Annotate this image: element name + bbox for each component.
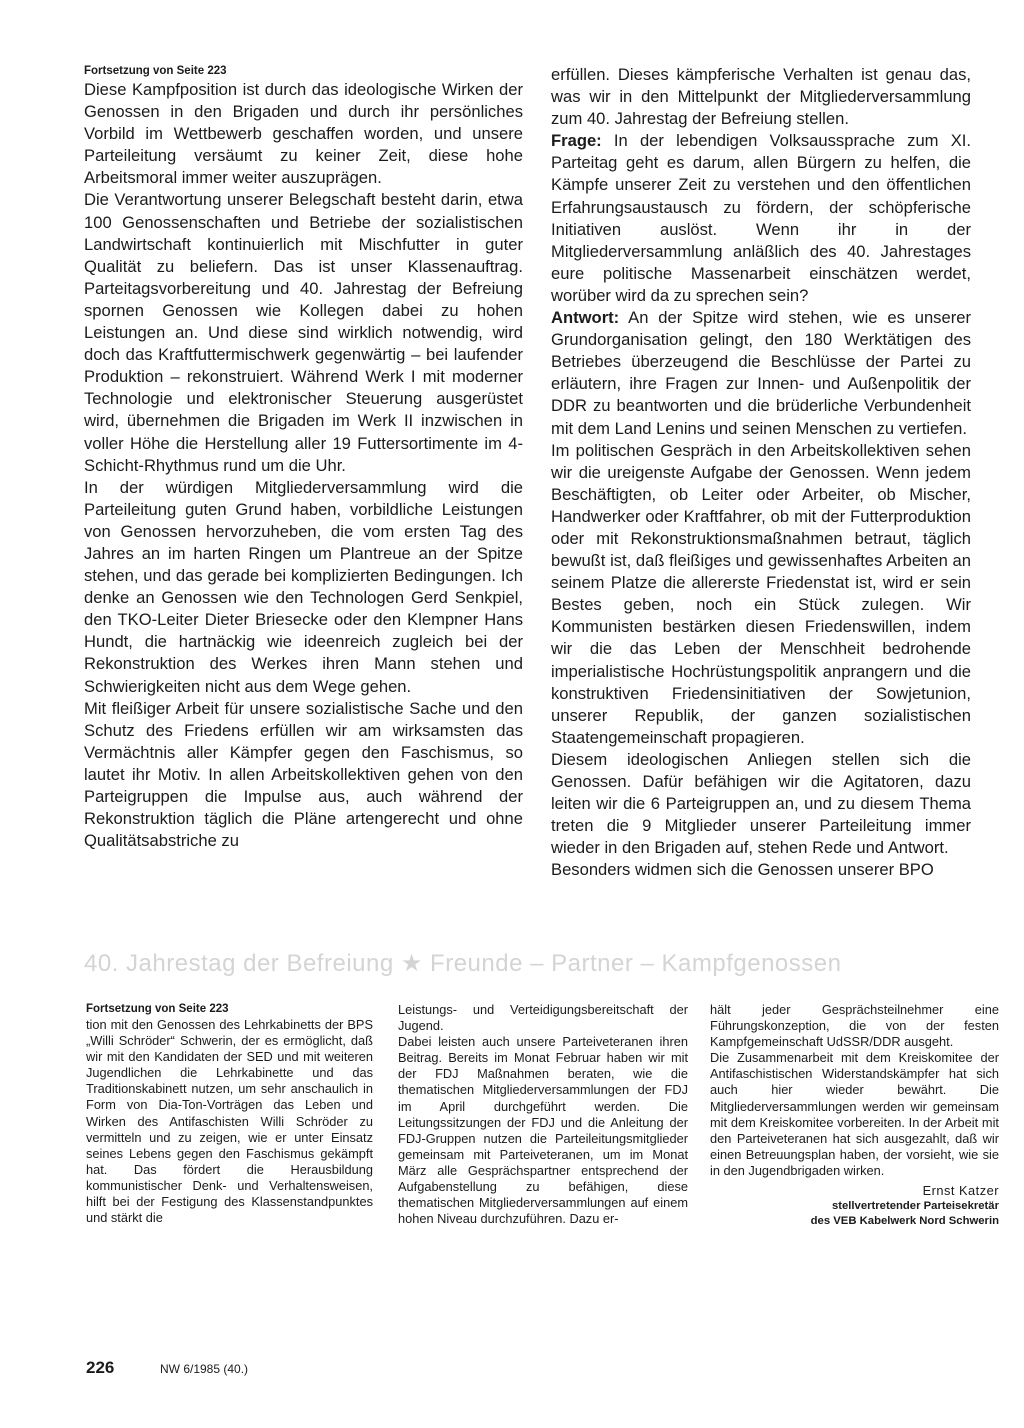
author-organization: des VEB Kabelwerk Nord Schwerin [810,1215,999,1228]
question-label: Frage: [551,131,602,151]
continued-label: Fortsetzung von Seite 223 [86,1003,229,1015]
author-role: stellvertretender Parteisekretär [831,1200,999,1213]
paragraph: Leistungs- und Verteidigungsbereitschaft der Jugend. [398,1002,688,1034]
paragraph: Diese Kampfposition ist durch das ideologische Wirken der Genossen in den Brigaden und durch ihr persönliches Vorbild im Wettbewerb geschaffen worden, und unsere Parteileitung versäumt zu keiner Zeit, diese hohe Arbeitsmoral immer weiter auszuprägen. [84,80,523,188]
page-number: 226 [86,1358,115,1377]
author-name: Ernst Katzer [922,1183,999,1199]
bottom-column-2 [398,1002,688,1227]
top-left-column [84,64,523,852]
paragraph: erfüllen. Dieses kämpferische Verhalten ist genau das, was wir in den Mittelpunkt der Mitgliederversammlung zum 40. Jahrestag der Befreiung stellen. [551,65,971,129]
issue-label: NW 6/1985 (40.) [160,1362,249,1376]
bottom-column-3 [710,1002,999,1229]
paragraph: Die Zusammenarbeit mit dem Kreiskomitee der Antifaschistischen Widerstandskämpfer hat sich auch hier wieder bewährt. Die Mitgliederversammlungen werden wir gemeinsam mit dem Kreiskomitee vorbereiten. In der Arbeit mit den Parteiveteranen hat sich ausgezahlt, daß wir einen Betreuungsplan haben, der vorsieht, wie sie in den Jugendbrigaden wirken. [710,1050,999,1178]
paragraph: Diesem ideologischen Anliegen stellen sich die Genossen. Dafür befähigen wir die Agitatoren, dazu leiten wir die 6 Parteigruppen an, und zu diesem Thema treten die 9 Mitglieder unserer Parteileitung immer wieder in den Brigaden auf, stehen Rede und Antwort. [551,749,971,858]
top-right-column [551,64,971,881]
paragraph: Im politischen Gespräch in den Arbeitskollektiven sehen wir die ureigenste Aufgabe der Genossen. Wenn jedem Beschäftigten, ob Leiter oder Arbeiter, ob Mischer, Handwerker oder Kraftfahrer, ob mit der Futterproduktion oder mit Rekonstruktionsmaßnahmen betraut, täglich bewußt ist, daß fleißiges und gewissenhaftes Arbeiten an seinem Platze die allererste Friedenstat ist, wird er sein Bestes geben, noch ein Stück zulegen. Wir Kommunisten bestärken diesen Friedenswillen, indem wir die das Leben der Menschheit bedrohende imperialistische Hochrüstungspolitik anprangern und die konstruktiven Friedensinitiativen der Sowjetunion, unserer Republik, der ganzen sozialistischen Staatengemeinschaft propagieren. [551,440,971,747]
answer-label: Antwort: [551,308,620,328]
answer-paragraph [551,307,971,440]
paragraph: Besonders widmen sich die Genossen unserer BPO [551,860,934,880]
author-signature [710,1183,999,1229]
answer-text: An der Spitze wird stehen, wie es unserer Grundorganisation gelingt, den 180 Werktätigen des Betriebes überzeugend die Beschlüsse der Partei zu erläutern, ihre Fragen zur Innen- und Außenpolitik der DDR zu beantworten und die brüderliche Verbundenheit mit dem Land Lenins und seinen Menschen zu vertiefen. [551,308,971,438]
paragraph: In der würdigen Mitgliederversammlung wird die Parteileitung guten Grund haben, vorbildliche Leistungen von Genossen hervorzuheben, die vom ersten Tag des Jahres an im harten Ringen um Plantreue an der Spitze stehen, und das gerade bei komplizierten Bedingungen. Ich denke an Genossen wie den Technologen Gerd Senkpiel, den TKO-Leiter Dieter Briesecke oder den Klempner Hans Hundt, die hartnäckig wie ideenreich zugleich bei der Rekonstruktion des Werkes ihren Mann stehen und Schwierigkeiten nicht aus dem Wege gehen. [84,477,523,696]
section-divider: 40. Jahrestag der Befreiung ★ Freunde – Partner – Kampfgenossen [84,950,842,977]
paragraph: Dabei leisten auch unsere Parteiveteranen ihren Beitrag. Bereits im Monat Februar haben wir mit der FDJ Maßnahmen beraten, wie die thematischen Mitgliederversammlungen der FDJ im April durchgeführt werden. Die Leitungssitzungen der FDJ und die Anleitung der FDJ-Gruppen nutzen die Parteileitungsmitglieder gemeinsam mit Parteiveteranen, um im Monat März alle Gesprächspartner entsprechend der Aufgabenstellung zu befähigen, diese thematischen Mitgliederversammlungen auf einem hohen Niveau durchzuführen. Dazu er- [398,1034,688,1227]
paragraph: Mit fleißiger Arbeit für unsere sozialistische Sache und den Schutz des Friedens erfüllen wir am wirksamsten das Vermächtnis aller Kämpfer gegen den Faschismus, so lautet ihr Motiv. In allen Arbeitskollektiven gehen von den Parteigruppen die Impulse aus, auch während der Rekonstruktion täglich die Pläne artengerecht und ohne Qualitätsabstriche zu [84,698,523,851]
paragraph: tion mit den Genossen des Lehrkabinetts der BPS „Willi Schröder“ Schwerin, der es ermöglicht, daß wir mit den Kandidaten der SED und mit weiteren Jugendlichen die Lehrkabinette und das Traditionskabinett nutzen, um sehr anschaulich in Form von Dia-Ton-Vorträgen das Leben und Wirken des Antifaschisten Willi Schröder zu vermitteln und zu zeigen, wie er unter Einsatz seines Lebens gegen den Faschismus gekämpft hat. Das fördert die Herausbildung kommunistischer Denk- und Verhaltensweisen, hilft bei der Festigung des Klassenstandpunktes und stärkt die [86,1017,373,1226]
question-text: In der lebendigen Volksaussprache zum XI. Parteitag geht es darum, allen Bürgern zu helfen, die Kämpfe unserer Zeit zu verstehen und den öffentlichen Erfahrungsaustausch zu fördern, der schöpferische Initiativen auslöst. Wenn ihr in der Mitgliederversammlung anläßlich des 40. Jahrestages eure politische Massenarbeit einschätzen werdet, worüber wird da zu sprechen sein? [551,131,971,305]
question-paragraph [551,130,971,307]
paragraph: Die Verantwortung unserer Belegschaft besteht darin, etwa 100 Genossenschaften und Betriebe der sozialistischen Landwirtschaft kontinuierlich mit Mischfutter in guter Qualität zu beliefern. Das ist unser Klassenauftrag. Parteitagsvorbereitung und 40. Jahrestag der Befreiung spornen Genossen wie Kollegen dabei zu hohen Leistungen an. Und diese sind wirklich notwendig, wird doch das Kraftfuttermischwerk gegenwärtig – bei laufender Produktion – rekonstruiert. Während Werk I mit moderner Technologie und elektronischer Steuerung ausgerüstet wird, übernehmen die Brigaden im Werk II inzwischen in voller Höhe die Herstellung aller 19 Futtersortimente im 4-Schicht-Rhythmus rund um die Uhr. [84,190,523,475]
paragraph: hält jeder Gesprächsteilnehmer eine Führungskonzeption, die von der festen Kampfgemeinschaft UdSSR/DDR ausgeht. [710,1002,999,1050]
continued-label: Fortsetzung von Seite 223 [84,65,227,77]
bottom-column-1 [86,1002,373,1226]
